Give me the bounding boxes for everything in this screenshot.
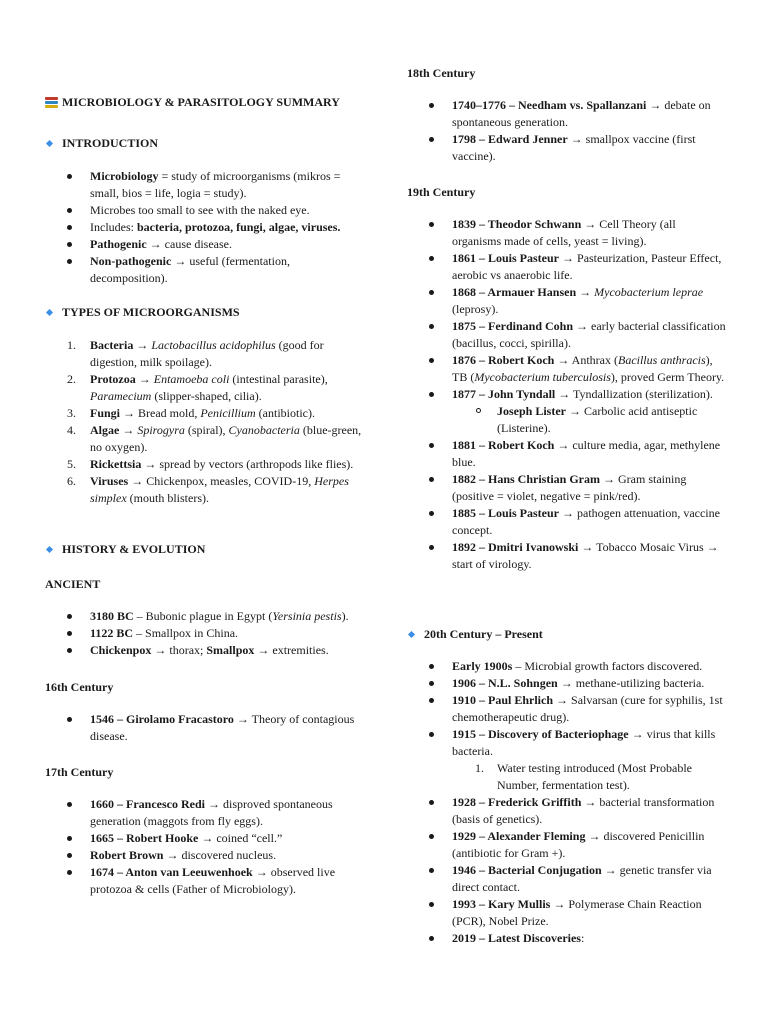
list-item: 1868 – Armauer Hansen → Mycobacterium leprae (leprosy).: [407, 284, 727, 318]
list-item: Non-pathogenic → useful (fermentation, decomposition).: [45, 253, 365, 287]
list-item: 1740–1776 – Needham vs. Spallanzani → debate on spontaneous generation.: [407, 97, 727, 131]
17th-century-list: [45, 796, 365, 898]
list-item: 1881 – Robert Koch → culture media, agar, methylene blue.: [407, 437, 727, 471]
nested-list-item: Joseph Lister → Carbolic acid antiseptic (Listerine).: [407, 403, 727, 437]
list-item: 1915 – Discovery of Bacteriophage → virus that kills bacteria.: [407, 726, 727, 760]
list-item: 1674 – Anton van Leeuwenhoek → observed live protozoa & cells (Father of Microbiology).: [45, 864, 365, 898]
list-item: 1929 – Alexander Fleming → discovered Penicillin (antibiotic for Gram +).: [407, 828, 727, 862]
list-item: 1946 – Bacterial Conjugation → genetic transfer via direct contact.: [407, 862, 727, 896]
list-item: 2019 – Latest Discoveries:: [407, 930, 727, 947]
diamond-bullet-icon: [46, 309, 53, 316]
list-item: Microbiology = study of microorganisms (mikros = small, bios = life, logia = study).: [45, 168, 365, 202]
list-item: 1122 BC – Smallpox in China.: [45, 625, 365, 642]
list-item: 2. Protozoa → Entamoeba coli (intestinal parasite), Paramecium (slipper-shaped, cilia).: [67, 372, 328, 403]
list-item: 1885 – Louis Pasteur → pathogen attenuation, vaccine concept.: [407, 505, 727, 539]
list-item: 1798 – Edward Jenner → smallpox vaccine (first vaccine).: [407, 131, 727, 165]
20th-century-heading: 20th Century – Present: [407, 627, 543, 642]
list-item: Robert Brown → discovered nucleus.: [45, 847, 365, 864]
diamond-bullet-icon: [46, 140, 53, 147]
list-item: 1660 – Francesco Redi → disproved spontaneous generation (maggots from fly eggs).: [45, 796, 365, 830]
list-item: Early 1900s – Microbial growth factors discovered.: [407, 658, 727, 675]
list-item: 1910 – Paul Ehrlich → Salvarsan (cure for syphilis, 1st chemotherapeutic drug).: [407, 692, 727, 726]
list-item: 1993 – Kary Mullis → Polymerase Chain Reaction (PCR), Nobel Prize.: [407, 896, 727, 930]
list-item: 1665 – Robert Hooke → coined “cell.”: [45, 830, 365, 847]
19th-century-list: [407, 216, 727, 573]
16th-century-heading: 16th Century: [45, 680, 114, 694]
list-item: 5. Rickettsia → spread by vectors (arthropods like flies).: [67, 457, 354, 471]
books-icon: [45, 97, 58, 108]
list-item: 1546 – Girolamo Fracastoro → Theory of contagious disease.: [45, 711, 365, 745]
list-item: 1875 – Ferdinand Cohn → early bacterial classification (bacillus, cocci, spirilla).: [407, 318, 727, 352]
types-list: [45, 337, 365, 507]
20th-century-list: [407, 658, 727, 947]
list-item: 1876 – Robert Koch → Anthrax (Bacillus anthracis), TB (Mycobacterium tuberculosis), proved Germ Theory.: [407, 352, 727, 386]
18th-century-list: [407, 97, 727, 165]
19th-century-heading: 19th Century: [407, 185, 476, 199]
list-item: 4. Algae → Spirogyra (spiral), Cyanobacteria (blue-green, no oxygen).: [67, 423, 362, 454]
list-item: Pathogenic → cause disease.: [45, 236, 365, 253]
list-item: 1882 – Hans Christian Gram → Gram staining (positive = violet, negative = pink/red).: [407, 471, 727, 505]
introduction-list: [45, 168, 365, 287]
16th-century-list: [45, 711, 365, 745]
section-history-heading: HISTORY & EVOLUTION: [45, 542, 205, 557]
diamond-bullet-icon: [46, 546, 53, 553]
nested-list-item: 1. Water testing introduced (Most Probable Number, fermentation test).: [475, 761, 692, 792]
list-item: 1877 – John Tyndall → Tyndallization (sterilization).: [407, 386, 727, 403]
list-item: 1. Bacteria → Lactobacillus acidophilus (good for digestion, milk spoilage).: [67, 338, 324, 369]
list-item: Chickenpox → thorax; Smallpox → extremities.: [45, 642, 365, 659]
list-item: 3. Fungi → Bread mold, Penicillium (antibiotic).: [67, 406, 315, 420]
section-types-heading: TYPES OF MICROORGANISMS: [45, 305, 240, 320]
section-introduction-heading: INTRODUCTION: [45, 136, 158, 151]
ancient-list: [45, 608, 365, 659]
list-item: 6. Viruses → Chickenpox, measles, COVID-19, Herpes simplex (mouth blisters).: [67, 474, 349, 505]
list-item: 3180 BC – Bubonic plague in Egypt (Yersinia pestis).: [45, 608, 365, 625]
list-item: 1861 – Louis Pasteur → Pasteurization, Pasteur Effect, aerobic vs anaerobic life.: [407, 250, 727, 284]
document-title: MICROBIOLOGY & PARASITOLOGY SUMMARY: [45, 95, 340, 110]
18th-century-heading: 18th Century: [407, 66, 476, 80]
17th-century-heading: 17th Century: [45, 765, 114, 779]
diamond-bullet-icon: [408, 631, 415, 638]
list-item: Includes: bacteria, protozoa, fungi, algae, viruses.: [45, 219, 365, 236]
list-item: Microbes too small to see with the naked eye.: [45, 202, 365, 219]
list-item: 1892 – Dmitri Ivanowski → Tobacco Mosaic Virus → start of virology.: [407, 539, 727, 573]
list-item: 1928 – Frederick Griffith → bacterial transformation (basis of genetics).: [407, 794, 727, 828]
list-item: 1839 – Theodor Schwann → Cell Theory (all organisms made of cells, yeast = living).: [407, 216, 727, 250]
ancient-heading: ANCIENT: [45, 577, 101, 591]
list-item: 1906 – N.L. Sohngen → methane-utilizing bacteria.: [407, 675, 727, 692]
